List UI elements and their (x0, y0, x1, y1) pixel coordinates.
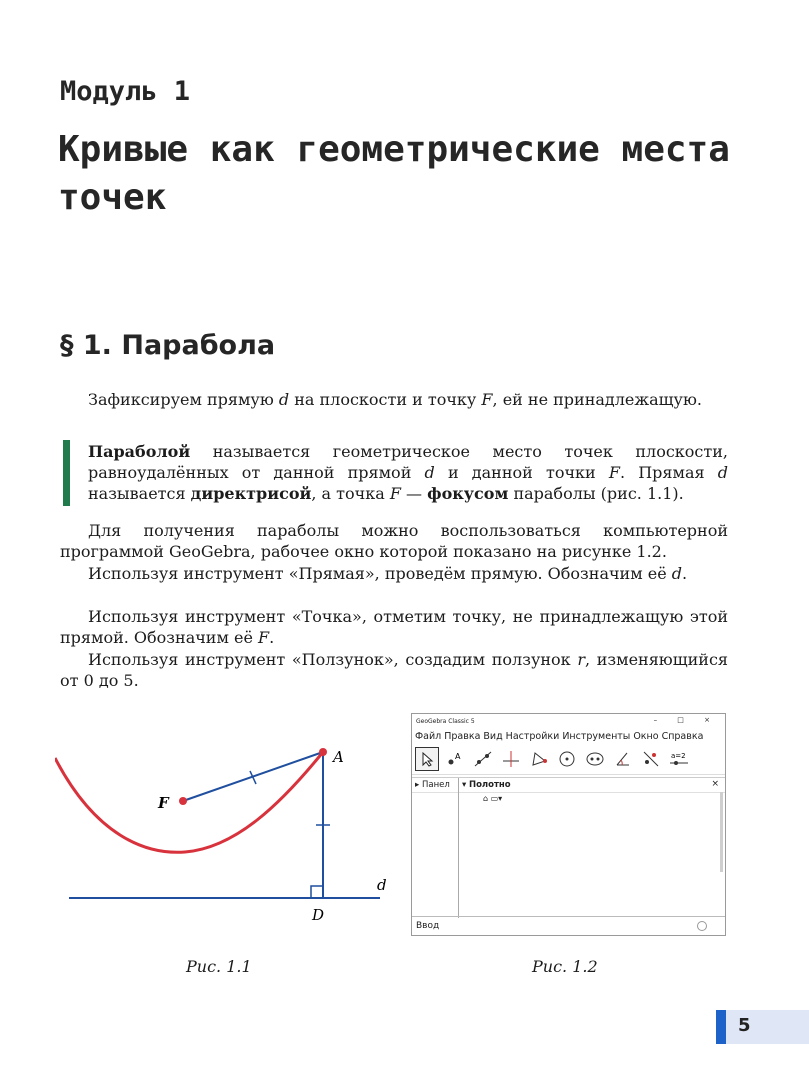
caption-fig-1-1: Рис. 1.1 (186, 957, 252, 976)
label-d: d (377, 876, 387, 894)
definition-bar (63, 440, 70, 506)
menu-window[interactable]: Окно (633, 730, 659, 742)
right-angle-mark (311, 886, 323, 898)
module-label: Модуль 1 (60, 76, 191, 107)
scrollbar[interactable] (720, 792, 723, 872)
menu-bar (412, 728, 725, 744)
page-number-badge (716, 1010, 809, 1044)
close-icon[interactable]: × (711, 779, 719, 789)
geogebra-window (411, 713, 726, 936)
menu-file[interactable]: Файл (415, 730, 442, 742)
line-tool-icon[interactable] (471, 747, 495, 771)
graphics-panel[interactable] (459, 778, 725, 918)
figure-parabola (55, 740, 395, 930)
page-number: 5 (738, 1015, 751, 1036)
paragraph-point-tool: Используя инструмент «Точка», отметим точку, не принадлежащую этой прямой. Обозначим её F. (60, 607, 728, 647)
perpendicular-tool-icon[interactable] (499, 747, 523, 771)
slider-tool-icon[interactable] (667, 747, 691, 771)
style-icon: ▭▾ (490, 794, 503, 803)
paragraph-line-tool: Используя инструмент «Прямая», проведём прямую. Обозначим её d. (88, 564, 688, 583)
panels (412, 777, 725, 918)
paragraph-geogebra: Для получения параболы можно воспользоваться компьютерной программой GeoGebra, рабочее окно которой показано на рисунке 1.2. (60, 521, 728, 561)
menu-edit[interactable]: Правка (444, 730, 481, 742)
section-title: § 1. Парабола (60, 330, 276, 361)
label-D: D (312, 906, 325, 924)
expand-icon[interactable]: ▸ (415, 780, 422, 790)
menu-view[interactable]: Вид (483, 730, 503, 742)
label-F: F (158, 794, 169, 812)
menu-help[interactable]: Справка (661, 730, 704, 742)
caption-fig-1-2: Рис. 1.2 (532, 957, 598, 976)
toolbar (412, 744, 725, 775)
graphics-panel-label: Полотно (468, 780, 511, 790)
help-icon[interactable] (697, 921, 707, 931)
input-label: Ввод (416, 921, 440, 931)
circle-tool-icon[interactable] (555, 747, 579, 771)
paragraph-slider-tool: Используя инструмент «Ползунок», создадим ползунок r, изменяющийся от 0 до 5. (60, 650, 728, 690)
window-controls[interactable]: – □ × (653, 716, 719, 724)
move-tool-icon[interactable] (415, 747, 439, 771)
reflect-tool-icon[interactable] (639, 747, 663, 771)
svg-text:A: A (455, 752, 461, 761)
point-A (319, 748, 327, 756)
dropdown-icon[interactable]: ▾ (462, 780, 469, 790)
point-tool-icon[interactable] (443, 747, 467, 771)
label-A: A (333, 748, 344, 766)
algebra-panel-label: Панел (421, 780, 450, 790)
window-title: GeoGebra Classic 5 (416, 717, 475, 725)
angle-tool-icon[interactable] (611, 747, 635, 771)
input-bar[interactable] (412, 916, 725, 935)
point-F (179, 797, 187, 805)
paragraph-intro: Зафиксируем прямую d на плоскости и точку F, ей не принадлежащую. (88, 390, 702, 409)
algebra-panel[interactable] (412, 778, 459, 918)
window-titlebar (412, 714, 725, 728)
chapter-title: Кривые как геометрические места точек (58, 129, 730, 218)
graphics-style-bar[interactable] (483, 794, 502, 803)
home-icon: ⌂ (483, 794, 489, 803)
ellipse-tool-icon[interactable] (583, 747, 607, 771)
menu-settings[interactable]: Настройки (505, 730, 560, 742)
menu-tools[interactable]: Инструменты (562, 730, 631, 742)
polygon-tool-icon[interactable] (527, 747, 551, 771)
definition-text: Параболой называется геометрическое место точек плоскости, равноудалённых от данной прямой d и данной точки F. Прямая d называется директрисой, а точка F — фокусом параболы (рис. 1.1). (88, 442, 729, 503)
svg-text:a=2: a=2 (671, 752, 686, 760)
